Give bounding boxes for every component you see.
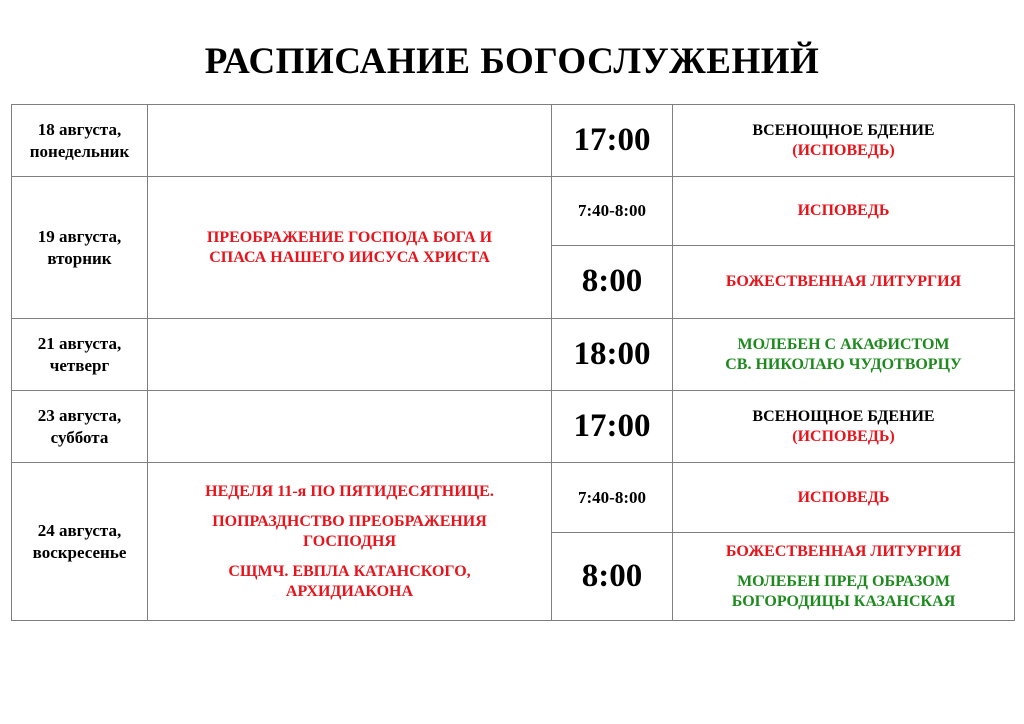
service-name: ИСПОВЕДЬ [797, 202, 890, 219]
feast-line: СЩМЧ. ЕВПЛА КАТАНСКОГО, [228, 562, 471, 580]
feast-line: ГОСПОДНЯ [302, 532, 397, 550]
feast-title [152, 228, 547, 268]
date-cell [12, 319, 148, 391]
service-name: БОЖЕСТВЕННАЯ ЛИТУРГИЯ [725, 542, 962, 560]
service-cell [673, 463, 1015, 533]
service-cell [673, 319, 1015, 391]
date-cell [12, 463, 148, 621]
feast-cell-empty [148, 319, 552, 391]
schedule-row-aug21 [12, 319, 1015, 391]
service-time: 7:40-8:00 [552, 177, 673, 246]
service-time: 17:00 [552, 391, 673, 463]
service-time: 8:00 [552, 246, 673, 319]
feast-cell [148, 177, 552, 319]
service-name: ИСПОВЕДЬ [797, 488, 890, 506]
service-note: (ИСПОВЕДЬ) [792, 427, 895, 445]
feast-line: ПРЕОБРАЖЕНИЕ ГОСПОДА БОГА И [206, 228, 493, 246]
service-cell [673, 391, 1015, 463]
schedule-row-aug24 [12, 463, 1015, 533]
service-note: (ИСПОВЕДЬ) [792, 141, 895, 159]
feast-cell-empty [148, 391, 552, 463]
service-cell [673, 533, 1015, 621]
date-cell [12, 177, 148, 319]
service-item [677, 335, 1010, 375]
schedule-row-aug18 [12, 105, 1015, 177]
service-name: ВСЕНОЩНОЕ БДЕНИЕ [752, 121, 935, 139]
feast-line: ПОПРАЗДНСТВО ПРЕОБРАЖЕНИЯ [212, 512, 487, 530]
service-name: СВ. НИКОЛАЮ ЧУДОТВОРЦУ [725, 355, 962, 373]
date-weekday: понедельник [29, 141, 130, 161]
date-weekday: воскресенье [32, 542, 127, 562]
schedule-table [11, 104, 1015, 621]
service-item [677, 407, 1010, 447]
service-name: МОЛЕБЕН ПРЕД ОБРАЗОМ [737, 572, 950, 590]
service-cell [673, 105, 1015, 177]
date-cell [12, 105, 148, 177]
date-cell [12, 391, 148, 463]
feast-cell [148, 463, 552, 621]
feast-title [152, 562, 547, 602]
service-item [677, 572, 1010, 612]
service-name: БОГОРОДИЦЫ КАЗАНСКАЯ [731, 592, 956, 610]
date-day: 18 августа, [37, 120, 122, 140]
feast-title [152, 512, 547, 552]
date-day: 21 августа, [37, 334, 122, 354]
feast-title: НЕДЕЛЯ 11-я ПО ПЯТИДЕСЯТНИЦЕ. [205, 482, 494, 500]
service-name: МОЛЕБЕН С АКАФИСТОМ [737, 335, 950, 353]
service-time: 18:00 [552, 319, 673, 391]
service-cell [673, 177, 1015, 246]
date-weekday: суббота [50, 427, 109, 447]
date-weekday: четверг [49, 355, 110, 375]
schedule-row-aug23 [12, 391, 1015, 463]
feast-cell-empty [148, 105, 552, 177]
service-cell [673, 246, 1015, 319]
schedule-row-aug19 [12, 177, 1015, 246]
service-name: ВСЕНОЩНОЕ БДЕНИЕ [752, 407, 935, 425]
service-name: БОЖЕСТВЕННАЯ ЛИТУРГИЯ [725, 273, 962, 290]
date-day: 23 августа, [37, 406, 122, 426]
feast-line: СПАСА НАШЕГО ИИСУСА ХРИСТА [209, 248, 490, 266]
service-time: 8:00 [552, 533, 673, 621]
feast-line: АРХИДИАКОНА [285, 582, 414, 600]
service-time: 17:00 [552, 105, 673, 177]
date-day: 24 августа, [37, 521, 122, 541]
date-weekday: вторник [47, 248, 112, 268]
page-title: РАСПИСАНИЕ БОГОСЛУЖЕНИЙ [204, 41, 820, 82]
date-day: 19 августа, [37, 227, 122, 247]
service-time: 7:40-8:00 [552, 463, 673, 533]
service-item [677, 121, 1010, 161]
